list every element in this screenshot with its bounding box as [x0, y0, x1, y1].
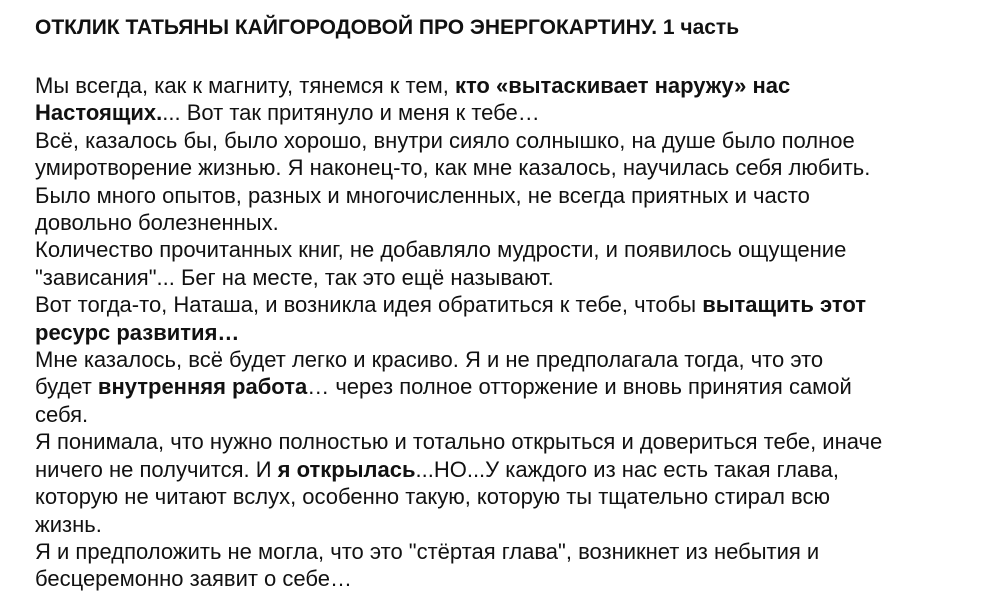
text-line — [35, 346, 975, 373]
text-segment: Всё, казалось бы, было хорошо, внутри сияло солнышко, на душе было полное — [35, 127, 855, 153]
bold-text-segment: я открылась — [277, 456, 416, 482]
text-segment: "зависания"... Бег на месте, так это ещё называют. — [35, 264, 554, 290]
text-segment: умиротворение жизнью. Я наконец-то, как мне казалось, научилась себя любить. — [35, 155, 871, 181]
text-segment: ...НО...У каждого из нас есть такая глава, — [415, 456, 839, 482]
text-segment: Мы всегда, как к магниту, тянемся к тем, — [35, 73, 455, 98]
document-body — [35, 72, 975, 593]
bold-text-segment: ресурс развития… — [35, 319, 240, 345]
text-segment: Было много опытов, разных и многочисленных, не всегда приятных и часто — [35, 182, 810, 208]
text-line — [35, 401, 975, 428]
text-line — [35, 99, 975, 126]
document-title: ОТКЛИК ТАТЬЯНЫ КАЙГОРОДОВОЙ ПРО ЭНЕРГОКАРТИНУ. 1 часть — [35, 16, 740, 39]
text-line — [35, 511, 975, 538]
text-line — [35, 127, 975, 154]
text-line — [35, 538, 975, 565]
text-segment: Вот тогда-то, Наташа, и возникла идея обратиться к тебе, чтобы — [35, 292, 703, 318]
text-line — [35, 236, 975, 263]
text-line — [35, 182, 975, 209]
text-line — [35, 373, 975, 400]
text-line — [35, 264, 975, 291]
bold-text-segment: внутренняя работа — [97, 374, 308, 400]
text-segment: Количество прочитанных книг, не добавляло мудрости, и появилось ощущение — [35, 237, 847, 263]
text-line — [35, 72, 975, 99]
text-segment: себя. — [35, 401, 89, 427]
bold-text-segment: вытащить этот — [702, 292, 867, 318]
text-segment: бесцеремонно заявит о себе… — [35, 566, 352, 592]
text-line — [35, 291, 975, 318]
text-segment: Мне казалось, всё будет легко и красиво. Я и не предполагала тогда, что это — [35, 347, 824, 373]
text-line — [35, 456, 975, 483]
text-segment: будет — [35, 374, 98, 400]
document — [35, 14, 975, 593]
text-segment: жизнь. — [35, 511, 102, 537]
text-line — [35, 209, 975, 236]
text-segment: Я и предположить не могла, что это "стёртая глава", возникнет из небытия и — [35, 538, 820, 564]
text-segment: … через полное отторжение и вновь принятия самой — [307, 374, 852, 400]
text-line — [35, 428, 975, 455]
text-line — [35, 565, 975, 592]
text-segment: которую не читают вслух, особенно такую, которую ты тщательно стирал всю — [35, 484, 830, 510]
text-line — [35, 483, 975, 510]
bold-text-segment: Настоящих. — [35, 100, 163, 126]
text-line — [35, 154, 975, 181]
text-segment: Я понимала, что нужно полностью и тотально открыться и довериться тебе, иначе — [35, 429, 883, 455]
bold-text-segment: кто «вытаскивает наружу» нас — [454, 73, 791, 98]
text-line — [35, 319, 975, 346]
text-segment: ничего не получится. И — [35, 456, 278, 482]
text-segment: довольно болезненных. — [35, 210, 279, 236]
text-segment: ... Вот так притянуло и меня к тебе… — [162, 100, 540, 126]
